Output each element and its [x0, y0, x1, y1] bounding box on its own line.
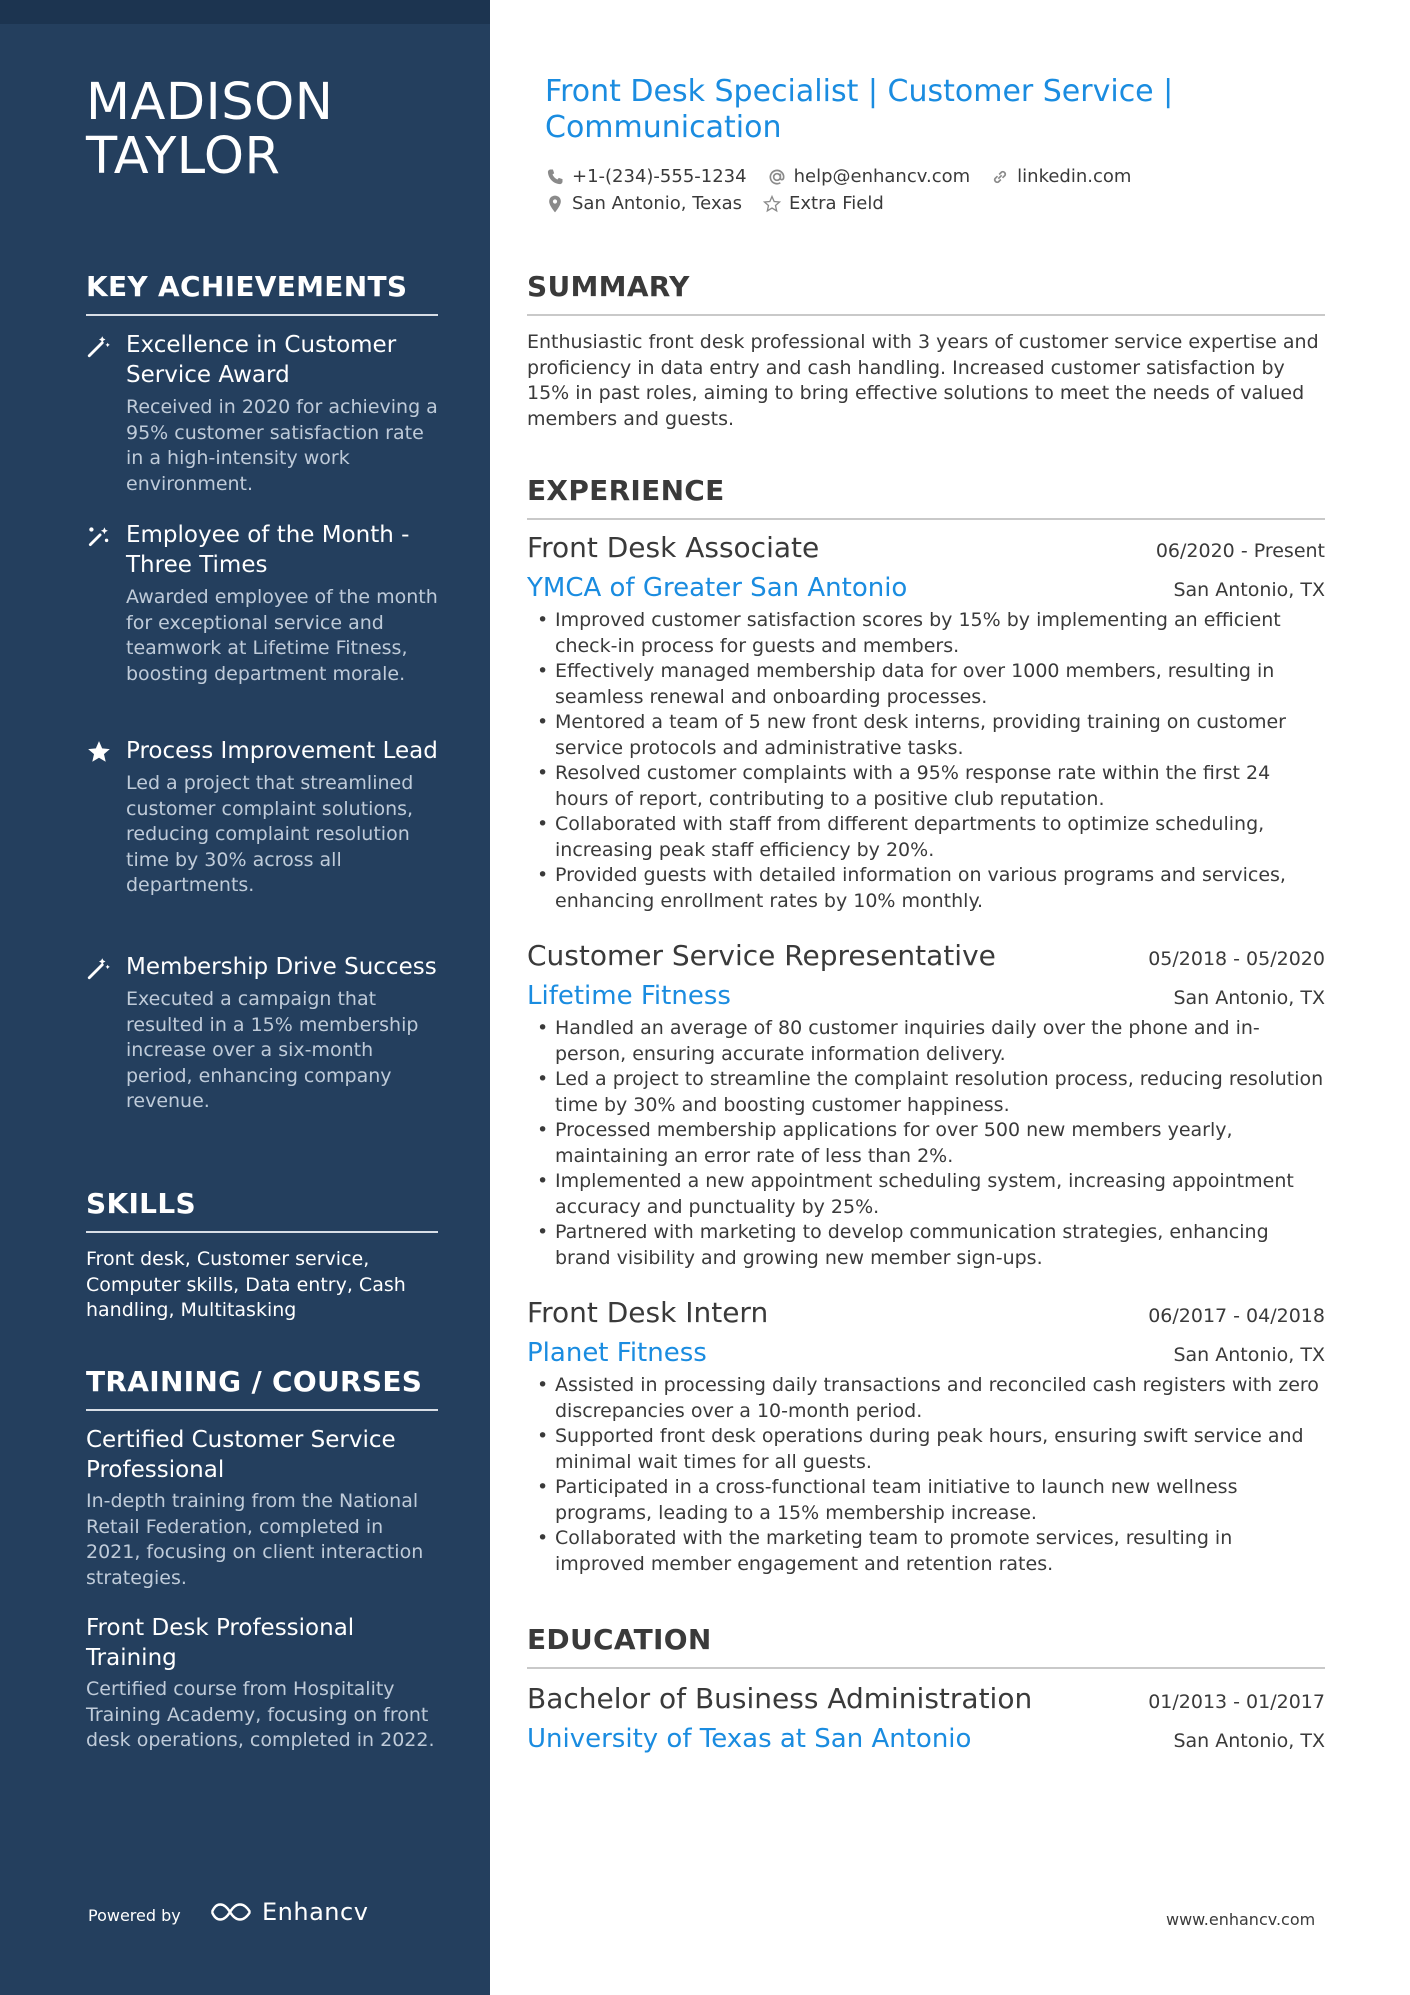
- education-location: San Antonio, TX: [1173, 1730, 1325, 1752]
- achievement-description: Awarded employee of the month for exceptional service and teamwork at Lifetime Fitness, boosting department morale.: [126, 586, 438, 685]
- education-date: 01/2013 - 01/2017: [1148, 1691, 1325, 1713]
- experience-heading: EXPERIENCE: [527, 474, 1325, 520]
- sidebar: [0, 0, 490, 1995]
- list-item: • Handled an average of 80 customer inquiries daily over the phone and in-person, ensuring accurate information delivery.: [527, 1016, 1325, 1067]
- list-item: • Participated in a cross-functional team initiative to launch new wellness programs, leading to a 15% membership increase.: [527, 1475, 1325, 1526]
- name-line-2: TAYLOR: [86, 127, 281, 186]
- candidate-name: [86, 73, 334, 186]
- achievement-item: [86, 330, 438, 497]
- job-entry: [527, 938, 1325, 1271]
- powered-by-label: Powered by: [88, 1906, 181, 1925]
- summary-text: Enthusiastic front desk professional with 3 years of customer service expertise and proficiency in data entry and cash handling. Increased customer satisfaction by 15% in past roles, aiming to bring effective solutions to meet the needs of valued members and guests.: [527, 331, 1319, 430]
- list-item: • Led a project to streamline the complaint resolution process, reducing resolution time by 30% and boosting customer happiness.: [527, 1067, 1325, 1118]
- job-date: 06/2020 - Present: [1155, 540, 1325, 562]
- achievement-title: Excellence in Customer Service Award: [126, 332, 397, 388]
- list-item: • Partnered with marketing to develop communication strategies, enhancing brand visibility and growing new member sign-ups.: [527, 1220, 1325, 1271]
- magic-wand-icon: [86, 955, 112, 981]
- job-title: Customer Service Representative: [527, 939, 996, 972]
- job-company: Lifetime Fitness: [527, 981, 731, 1011]
- job-bullets: [527, 1373, 1325, 1577]
- course-item: [86, 1613, 438, 1754]
- list-item: • Processed membership applications for over 500 new members yearly, maintaining an error rate of less than 2%.: [527, 1118, 1325, 1169]
- summary-heading: SUMMARY: [527, 270, 1325, 316]
- achievements-heading: KEY ACHIEVEMENTS: [86, 270, 438, 316]
- job-location: San Antonio, TX: [1173, 1344, 1325, 1366]
- job-location: San Antonio, TX: [1173, 579, 1325, 601]
- extra-field-text: Extra Field: [789, 193, 884, 214]
- training-heading: TRAINING / COURSES: [86, 1365, 438, 1411]
- list-item: • Effectively managed membership data for over 1000 members, resulting in seamless renewal and onboarding processes.: [527, 659, 1325, 710]
- job-entry: [527, 1295, 1325, 1577]
- sidebar-top-band: [0, 0, 490, 24]
- course-description: In-depth training from the National Retail Federation, completed in 2021, focusing on client interaction strategies.: [86, 1490, 424, 1589]
- school-name: University of Texas at San Antonio: [527, 1724, 972, 1754]
- achievement-item: [86, 952, 438, 1115]
- list-item: • Collaborated with the marketing team to promote services, resulting in improved member engagement and retention rates.: [527, 1526, 1325, 1577]
- course-description: Certified course from Hospitality Training Academy, focusing on front desk operations, completed in 2022.: [86, 1678, 435, 1751]
- achievement-title: Process Improvement Lead: [126, 738, 438, 764]
- contact-extra: [762, 193, 884, 214]
- list-item: • Resolved customer complaints with a 95% response rate within the first 24 hours of report, contributing to a positive club reputation.: [527, 761, 1325, 812]
- course-title: Certified Customer Service Professional: [86, 1427, 396, 1483]
- achievement-description: Executed a campaign that resulted in a 15% membership increase over a six-month period, enhancing company revenue.: [126, 988, 419, 1112]
- footer-url[interactable]: www.enhancv.com: [1166, 1910, 1316, 1929]
- at-icon: [767, 167, 787, 187]
- contact-location: [545, 193, 742, 214]
- list-item: • Supported front desk operations during peak hours, ensuring swift service and minimal wait times for all guests.: [527, 1424, 1325, 1475]
- list-item: • Implemented a new appointment scheduling system, increasing appointment accuracy and punctuality by 25%.: [527, 1169, 1325, 1220]
- contact-linkedin[interactable]: [990, 166, 1131, 187]
- enhancv-logo-icon: [208, 1900, 254, 1924]
- link-icon: [990, 167, 1010, 187]
- contact-phone[interactable]: [545, 166, 747, 187]
- job-company: YMCA of Greater San Antonio: [527, 573, 908, 603]
- location-pin-icon: [545, 194, 565, 214]
- contact-row-2: [545, 193, 884, 214]
- job-bullets: [527, 1016, 1325, 1271]
- achievement-description: Received in 2020 for achieving a 95% customer satisfaction rate in a high-intensity work environment.: [126, 396, 438, 495]
- achievement-item: [86, 520, 438, 687]
- list-item: • Provided guests with detailed information on various programs and services, enhancing enrollment rates by 10% monthly.: [527, 863, 1325, 914]
- star-outline-icon: [762, 194, 782, 214]
- list-item: • Mentored a team of 5 new front desk interns, providing training on customer service protocols and administrative tasks.: [527, 710, 1325, 761]
- course-item: [86, 1425, 438, 1591]
- job-bullets: [527, 608, 1325, 914]
- magic-wand-sparkle-icon: [86, 523, 112, 549]
- linkedin-text: linkedin.com: [1017, 166, 1132, 187]
- contact-row-1: [545, 166, 1131, 187]
- enhancv-brand-name: Enhancv: [262, 1898, 369, 1926]
- job-location: San Antonio, TX: [1173, 987, 1325, 1009]
- enhancv-logo[interactable]: [208, 1898, 368, 1926]
- email-text: help@enhancv.com: [793, 166, 971, 187]
- phone-text: +1-(234)-555-1234: [572, 166, 747, 187]
- list-item: • Improved customer satisfaction scores by 15% by implementing an efficient check-in process for guests and members.: [527, 608, 1325, 659]
- achievement-item: [86, 736, 438, 899]
- job-date: 06/2017 - 04/2018: [1148, 1305, 1325, 1327]
- achievement-title: Employee of the Month - Three Times: [126, 522, 410, 578]
- skills-list: Front desk, Customer service, Computer skills, Data entry, Cash handling, Multitasking: [86, 1248, 406, 1321]
- list-item: • Collaborated with staff from different departments to optimize scheduling, increasing peak staff efficiency by 20%.: [527, 812, 1325, 863]
- education-entry: [527, 1681, 1325, 1757]
- job-title: Front Desk Associate: [527, 531, 820, 564]
- headline: Front Desk Specialist | Customer Service | Communication: [545, 74, 1174, 145]
- star-icon: [86, 739, 112, 765]
- list-item: • Assisted in processing daily transactions and reconciled cash registers with zero discrepancies over a 10-month period.: [527, 1373, 1325, 1424]
- job-date: 05/2018 - 05/2020: [1148, 948, 1325, 970]
- course-title: Front Desk Professional Training: [86, 1615, 355, 1671]
- education-heading: EDUCATION: [527, 1623, 1325, 1669]
- job-company: Planet Fitness: [527, 1338, 707, 1368]
- magic-wand-icon: [86, 333, 112, 359]
- skills-heading: SKILLS: [86, 1187, 438, 1233]
- name-line-1: MADISON: [86, 73, 334, 132]
- degree-title: Bachelor of Business Administration: [527, 1682, 1033, 1715]
- contact-email[interactable]: [767, 166, 971, 187]
- achievement-title: Membership Drive Success: [126, 954, 437, 980]
- phone-icon: [545, 167, 565, 187]
- job-entry: [527, 530, 1325, 914]
- job-title: Front Desk Intern: [527, 1296, 769, 1329]
- achievement-description: Led a project that streamlined customer complaint solutions, reducing complaint resolution time by 30% across all departments.: [126, 772, 414, 896]
- location-text: San Antonio, Texas: [572, 193, 742, 214]
